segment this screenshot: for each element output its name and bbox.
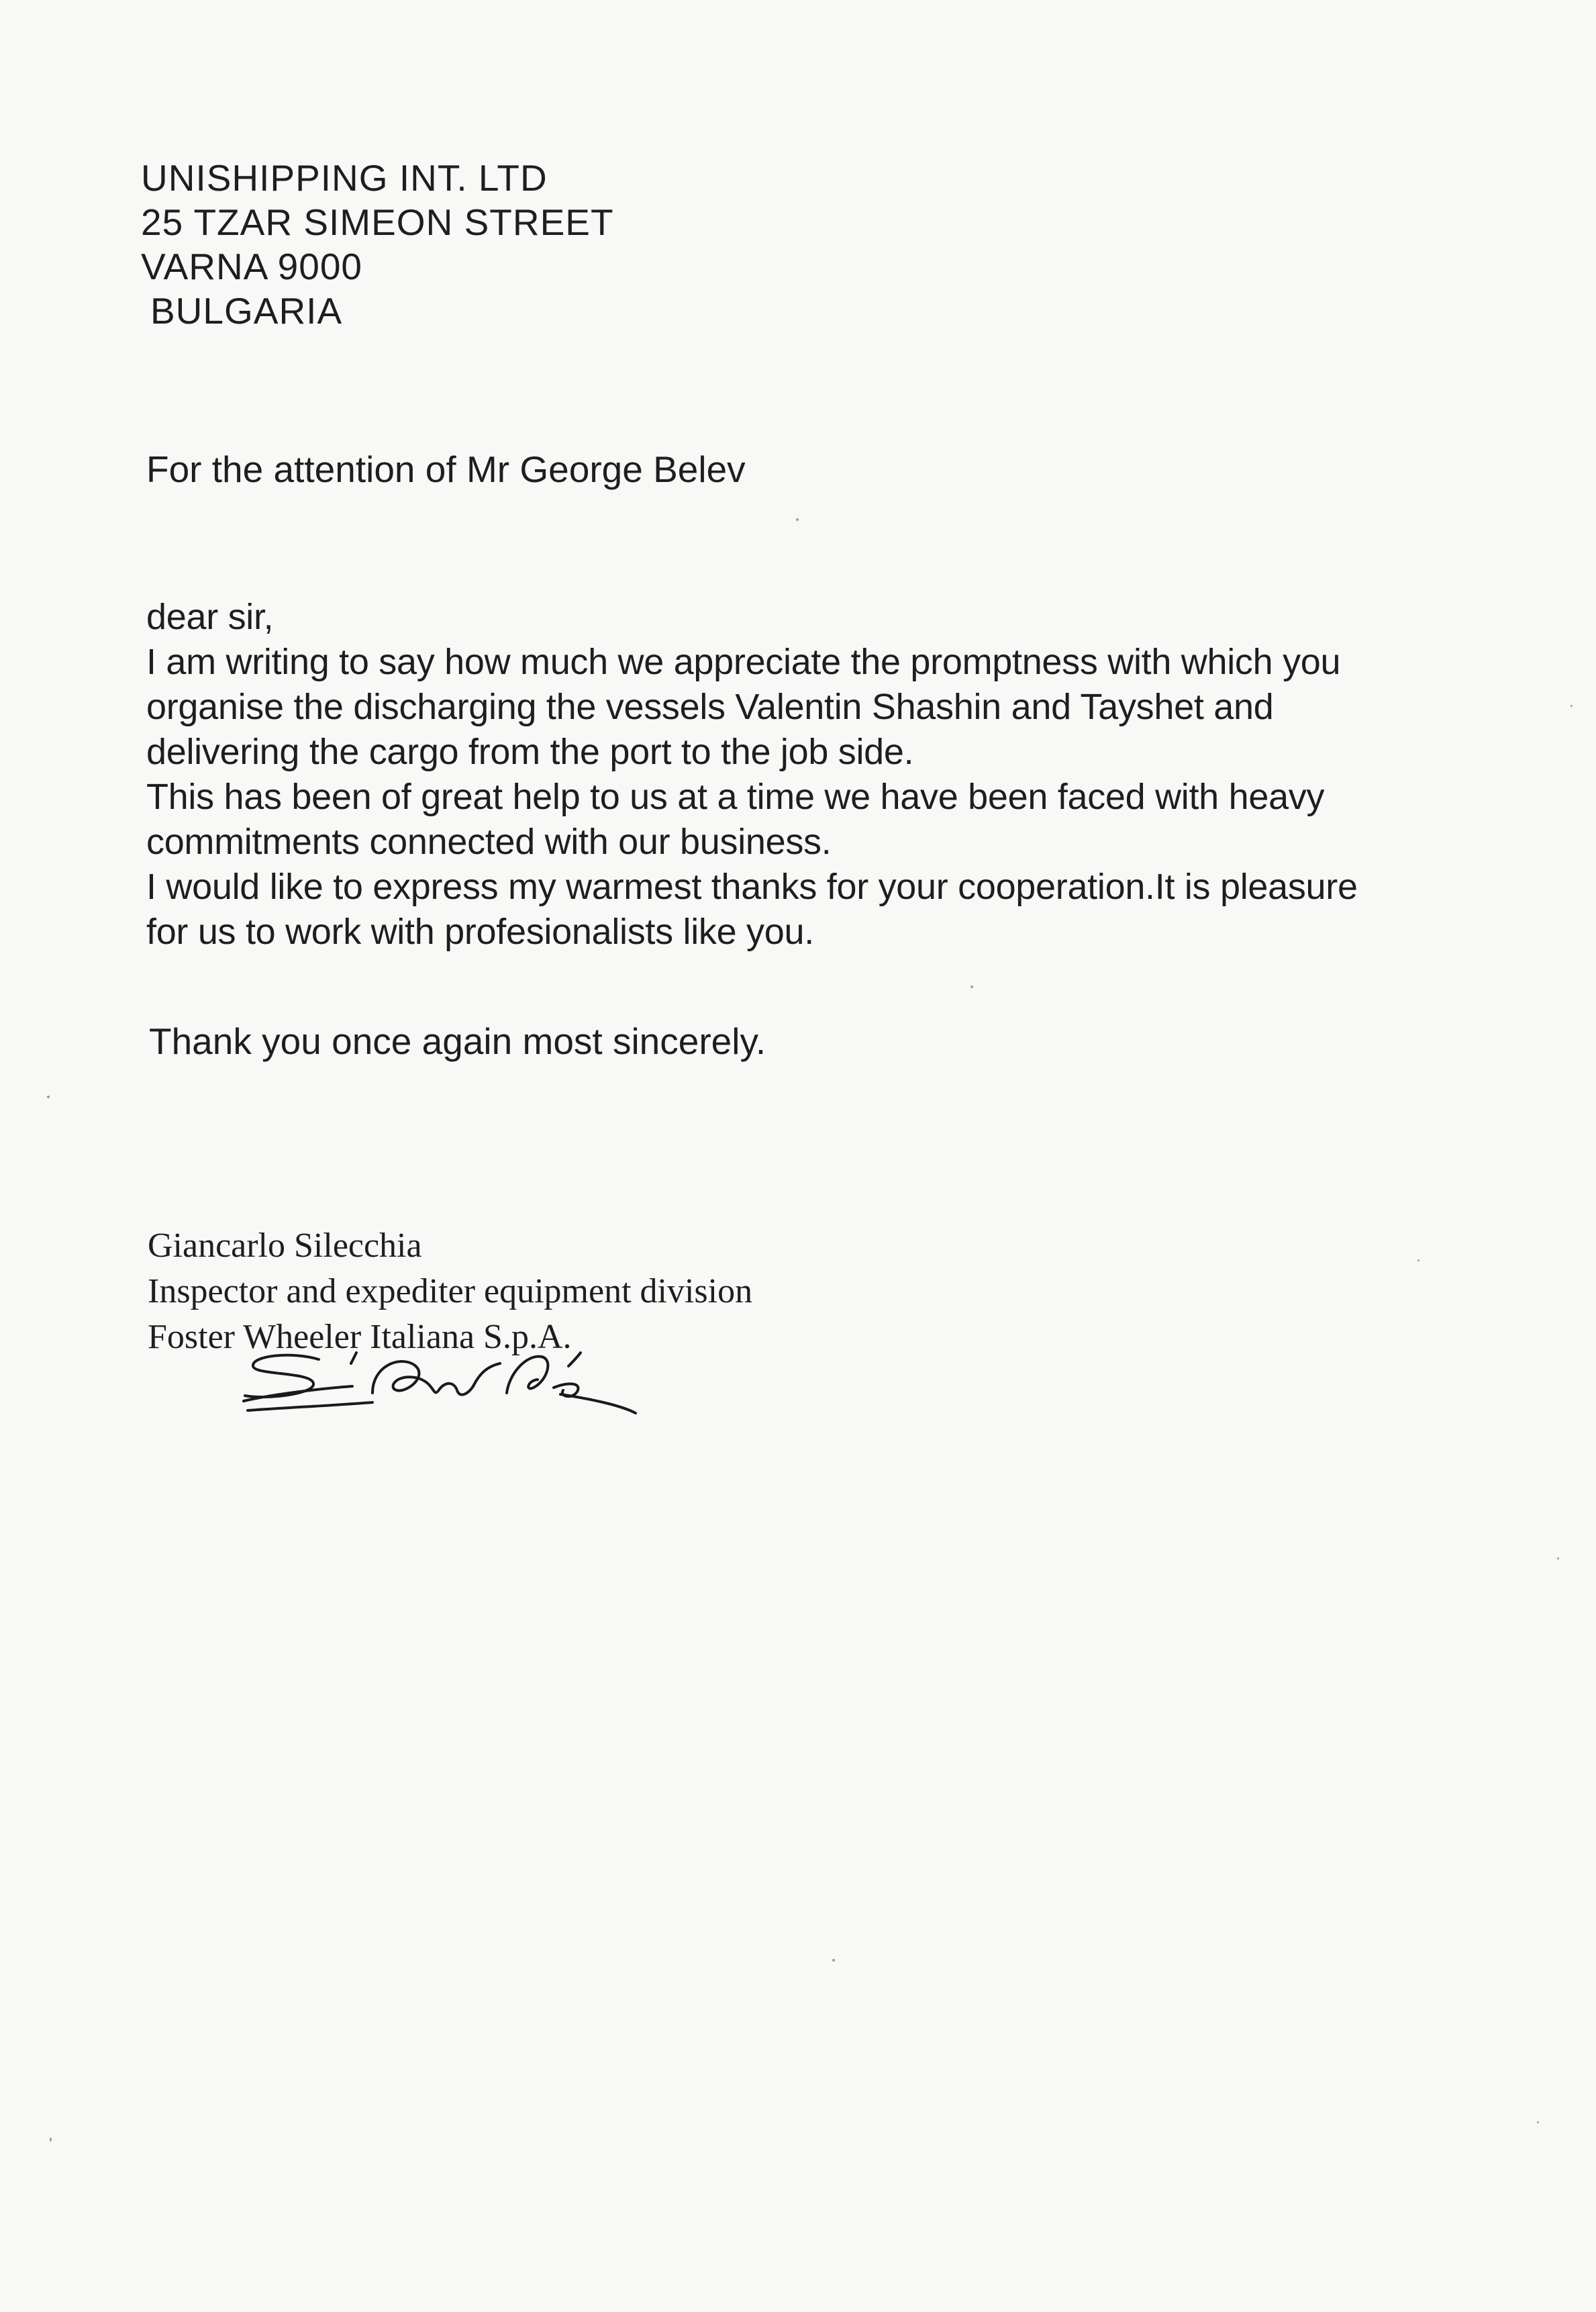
recipient-street: 25 TZAR SIMEON STREET [141, 201, 614, 243]
body-line: I would like to express my warmest thanks for your cooperation.It is pleasure [146, 867, 1358, 907]
body-line: I am writing to say how much we appreciate the promptness with which you [146, 642, 1341, 682]
recipient-country: BULGARIA [150, 290, 343, 332]
body-line: organise the discharging the vessels Valentin Shashin and Tayshet and [146, 687, 1274, 727]
scan-speck [1570, 705, 1573, 707]
sender-title: Inspector and expediter equipment division [148, 1272, 753, 1310]
closing-line: Thank you once again most sincerely. [149, 1020, 766, 1062]
sender-name: Giancarlo Silecchia [148, 1226, 422, 1265]
body-line: commitments connected with our business. [146, 822, 832, 862]
scan-speck [50, 2137, 52, 2141]
recipient-city: VARNA 9000 [141, 246, 363, 287]
scan-speck [1557, 1557, 1559, 1559]
sender-block [148, 1223, 752, 1360]
letter-body [146, 595, 1358, 955]
recipient-company: UNISHIPPING INT. LTD [141, 157, 548, 199]
scan-speck [796, 518, 799, 521]
scan-speck [47, 1096, 50, 1098]
salutation: dear sir, [146, 597, 274, 637]
scan-speck [1417, 1259, 1419, 1261]
attention-line: For the attention of Mr George Belev [146, 448, 746, 490]
sender-company: Foster Wheeler Italiana S.p.A. [148, 1318, 572, 1356]
body-line: delivering the cargo from the port to the job side. [146, 732, 914, 772]
recipient-address [141, 156, 614, 333]
scan-speck [1537, 2121, 1539, 2123]
body-line: for us to work with profesionalists like you. [146, 912, 814, 952]
body-line: This has been of great help to us at a time we have been faced with heavy [146, 777, 1325, 817]
scan-speck [970, 985, 973, 988]
handwritten-signature [238, 1346, 641, 1433]
scan-speck [832, 1959, 835, 1962]
